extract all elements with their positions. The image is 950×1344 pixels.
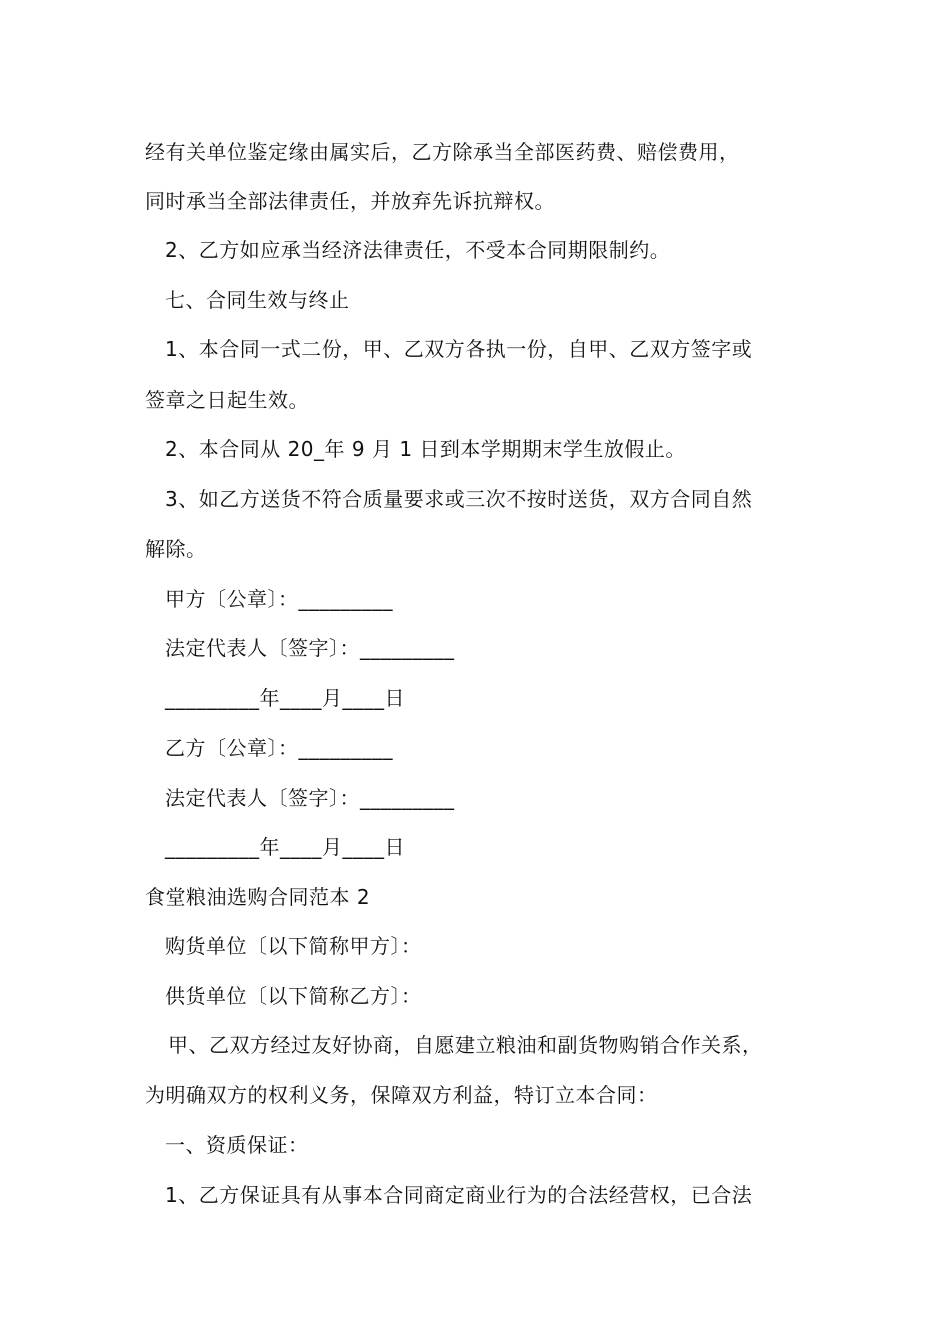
party-b-date-line: _________年____月____日 (165, 835, 405, 859)
clause-line: 1、乙方保证具有从事本合同商定商业行为的合法经营权，已合法 (165, 1183, 753, 1207)
party-b-representative-line: 法定代表人〔签字〕：_________ (165, 786, 455, 810)
paragraph-line: 解除。 (145, 537, 207, 561)
document-title: 食堂粮油选购合同范本 2 (145, 885, 371, 909)
clause-line: 3、如乙方送货不符合质量要求或三次不按时送货，双方合同自然 (165, 487, 753, 511)
paragraph-line: 签章之日起生效。 (145, 388, 309, 412)
party-b-seal-line: 乙方〔公章〕：_________ (165, 736, 393, 760)
section-heading: 一、资质保证： (165, 1133, 309, 1157)
paragraph-line: 同时承当全部法律责任，并放弃先诉抗辩权。 (145, 189, 555, 213)
party-a-representative-line: 法定代表人〔签字〕：_________ (165, 636, 455, 660)
paragraph-line: 甲、乙双方经过友好协商，自愿建立粮油和副货物购销合作关系， (168, 1033, 763, 1057)
paragraph-line: 为明确双方的权利义务，保障双方利益，特订立本合同： (145, 1083, 658, 1107)
clause-line: 1、本合同一式二份，甲、乙双方各执一份，自甲、乙双方签字或 (165, 337, 753, 361)
party-a-date-line: _________年____月____日 (165, 686, 405, 710)
supplier-line: 供货单位〔以下简称乙方〕： (165, 984, 422, 1008)
paragraph-line: 经有关单位鉴定缘由属实后，乙方除承当全部医药费、赔偿费用， (145, 140, 740, 164)
clause-line: 2、乙方如应承当经济法律责任，不受本合同期限制约。 (165, 238, 671, 262)
party-a-seal-line: 甲方〔公章〕：_________ (165, 587, 393, 611)
section-heading: 七、合同生效与终止 (165, 288, 350, 312)
buyer-line: 购货单位〔以下简称甲方〕： (165, 934, 422, 958)
clause-line: 2、本合同从 20_年 9 月 1 日到本学期期末学生放假止。 (165, 437, 686, 461)
